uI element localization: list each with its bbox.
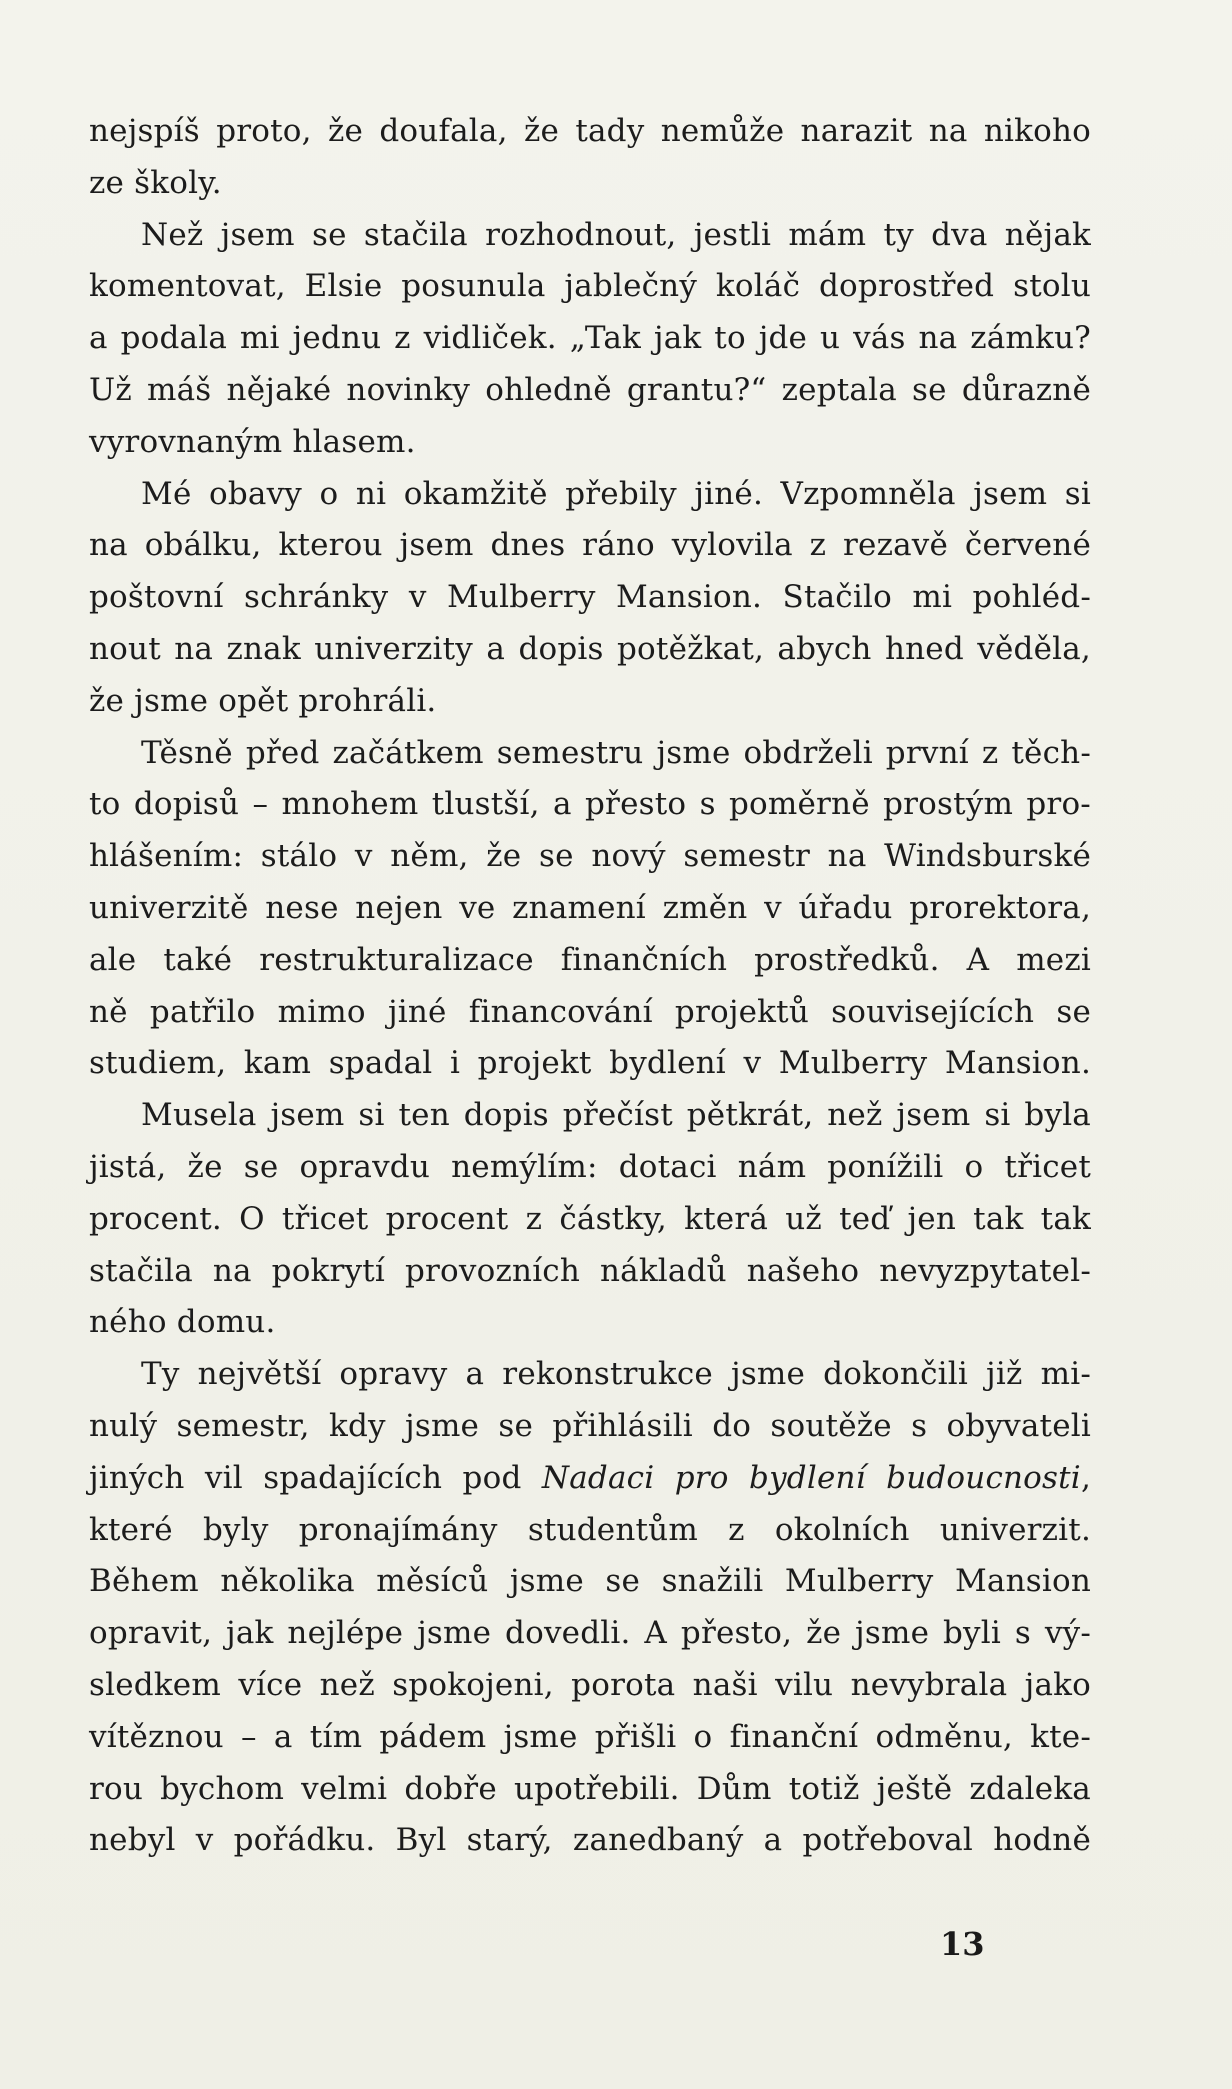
text-line — [89, 313, 1091, 365]
text-line-content: vyrovnaným hlasem. — [89, 423, 416, 460]
text-line — [89, 624, 1091, 676]
text-line — [89, 728, 1091, 780]
text-line-content: procent. O třicet procent z částky, která už teď jen tak tak — [89, 1200, 1091, 1237]
text-line — [89, 987, 1091, 1039]
text-line — [89, 935, 1091, 987]
text-line — [89, 1297, 1091, 1349]
italic-title: Nadaci pro bydlení budoucnosti — [541, 1459, 1081, 1496]
text-line — [89, 106, 1091, 158]
text-line — [89, 1090, 1091, 1142]
text-line — [89, 1505, 1091, 1557]
text-line — [89, 365, 1091, 417]
text-line — [89, 572, 1091, 624]
text-line-content: rou bychom velmi dobře upotřebili. Dům totiž ještě zdaleka — [89, 1770, 1091, 1807]
text-line-content: nejspíš proto, že doufala, že tady nemůže narazit na nikoho — [89, 113, 1091, 149]
text-line-content: ale také restrukturalizace finančních prostředků. A mezi — [89, 941, 1091, 978]
text-line-content: vítěznou – a tím pádem jsme přišli o finanční odměnu, kte- — [89, 1718, 1091, 1755]
text-line-content: Během několika měsíců jsme se snažili Mulberry Mansion — [89, 1563, 1091, 1600]
text-line-content: Musela jsem si ten dopis přečíst pětkrát, než jsem si byla — [141, 1097, 1091, 1134]
text-line-content: které byly pronajímány studentům z okolních univerzit. — [89, 1511, 1091, 1548]
text-line — [89, 779, 1091, 831]
text-line — [89, 1556, 1091, 1608]
text-line-content: poštovní schránky v Mulberry Mansion. Stačilo mi pohléd- — [89, 579, 1091, 616]
text-line — [89, 417, 1091, 469]
text-line — [89, 1246, 1091, 1298]
text-line — [89, 831, 1091, 883]
text-line — [89, 1712, 1091, 1764]
text-line — [89, 1194, 1091, 1246]
text-line-content: stačila na pokrytí provozních nákladů našeho nevyzpytatel- — [89, 1252, 1091, 1289]
text-line-content: na obálku, kterou jsem dnes ráno vylovila z rezavě červené — [89, 527, 1091, 564]
text-line-content: Ty největší opravy a rekonstrukce jsme dokončili již mi- — [141, 1356, 1091, 1393]
text-line-content: Už máš nějaké novinky ohledně grantu?“ zeptala se důrazně — [89, 371, 1091, 408]
text-line — [89, 1660, 1091, 1712]
text-line — [89, 261, 1091, 313]
text-line-content: že jsme opět prohráli. — [89, 682, 437, 719]
text-line-content: ně patřilo mimo jiné financování projektů souvisejících se — [89, 993, 1091, 1030]
page-number: 13 — [940, 1925, 985, 1963]
text-line-content: jiných vil spadajících pod — [89, 1459, 542, 1496]
text-line — [89, 158, 1091, 210]
text-line — [89, 1038, 1091, 1090]
text-line — [89, 520, 1091, 572]
text-line — [89, 1349, 1091, 1401]
text-line-punctuation: , — [1080, 1459, 1091, 1496]
text-line-content: a podala mi jednu z vidliček. „Tak jak to jde u vás na zámku? — [89, 320, 1091, 357]
text-line-content: nout na znak univerzity a dopis potěžkat, abych hned věděla, — [89, 630, 1091, 667]
text-line-content: nulý semestr, kdy jsme se přihlásili do soutěže s obyvateli — [89, 1407, 1091, 1444]
text-line — [89, 1608, 1091, 1660]
text-line — [89, 469, 1091, 521]
text-line-content: ného domu. — [89, 1304, 276, 1341]
text-line-content: ze školy. — [89, 164, 222, 201]
text-line-content: jistá, že se opravdu nemýlím: dotaci nám ponížili o třicet — [89, 1148, 1091, 1185]
text-line — [89, 883, 1091, 935]
text-line-content: univerzitě nese nejen ve znamení změn v úřadu prorektora, — [89, 889, 1091, 926]
text-line — [89, 1764, 1091, 1816]
text-line-content: komentovat, Elsie posunula jablečný koláč doprostřed stolu — [89, 268, 1091, 305]
text-line-content: Těsně před začátkem semestru jsme obdrželi první z těch- — [141, 734, 1091, 771]
text-line-content: to dopisů – mnohem tlustší, a přesto s poměrně prostým pro- — [89, 786, 1091, 823]
text-line — [89, 210, 1091, 262]
text-line — [89, 1142, 1091, 1194]
text-line-content: nebyl v pořádku. Byl starý, zanedbaný a potřeboval hodně — [89, 1822, 1091, 1859]
text-line-content: opravit, jak nejlépe jsme dovedli. A přesto, že jsme byli s vý- — [89, 1615, 1091, 1652]
text-line — [89, 676, 1091, 728]
text-line — [89, 1401, 1091, 1453]
text-line-content: studiem, kam spadal i projekt bydlení v Mulberry Mansion. — [89, 1045, 1091, 1082]
body-text — [89, 106, 1091, 1867]
text-line-content: hlášením: stálo v něm, že se nový semestr na Windsburské — [89, 838, 1091, 875]
text-line-content: Než jsem se stačila rozhodnout, jestli mám ty dva nějak — [141, 216, 1091, 253]
text-line — [89, 1815, 1091, 1867]
text-line — [89, 1453, 1091, 1505]
text-line-content: Mé obavy o ni okamžitě přebily jiné. Vzpomněla jsem si — [141, 475, 1091, 512]
text-line-content: sledkem více než spokojeni, porota naši vilu nevybrala jako — [89, 1666, 1091, 1703]
